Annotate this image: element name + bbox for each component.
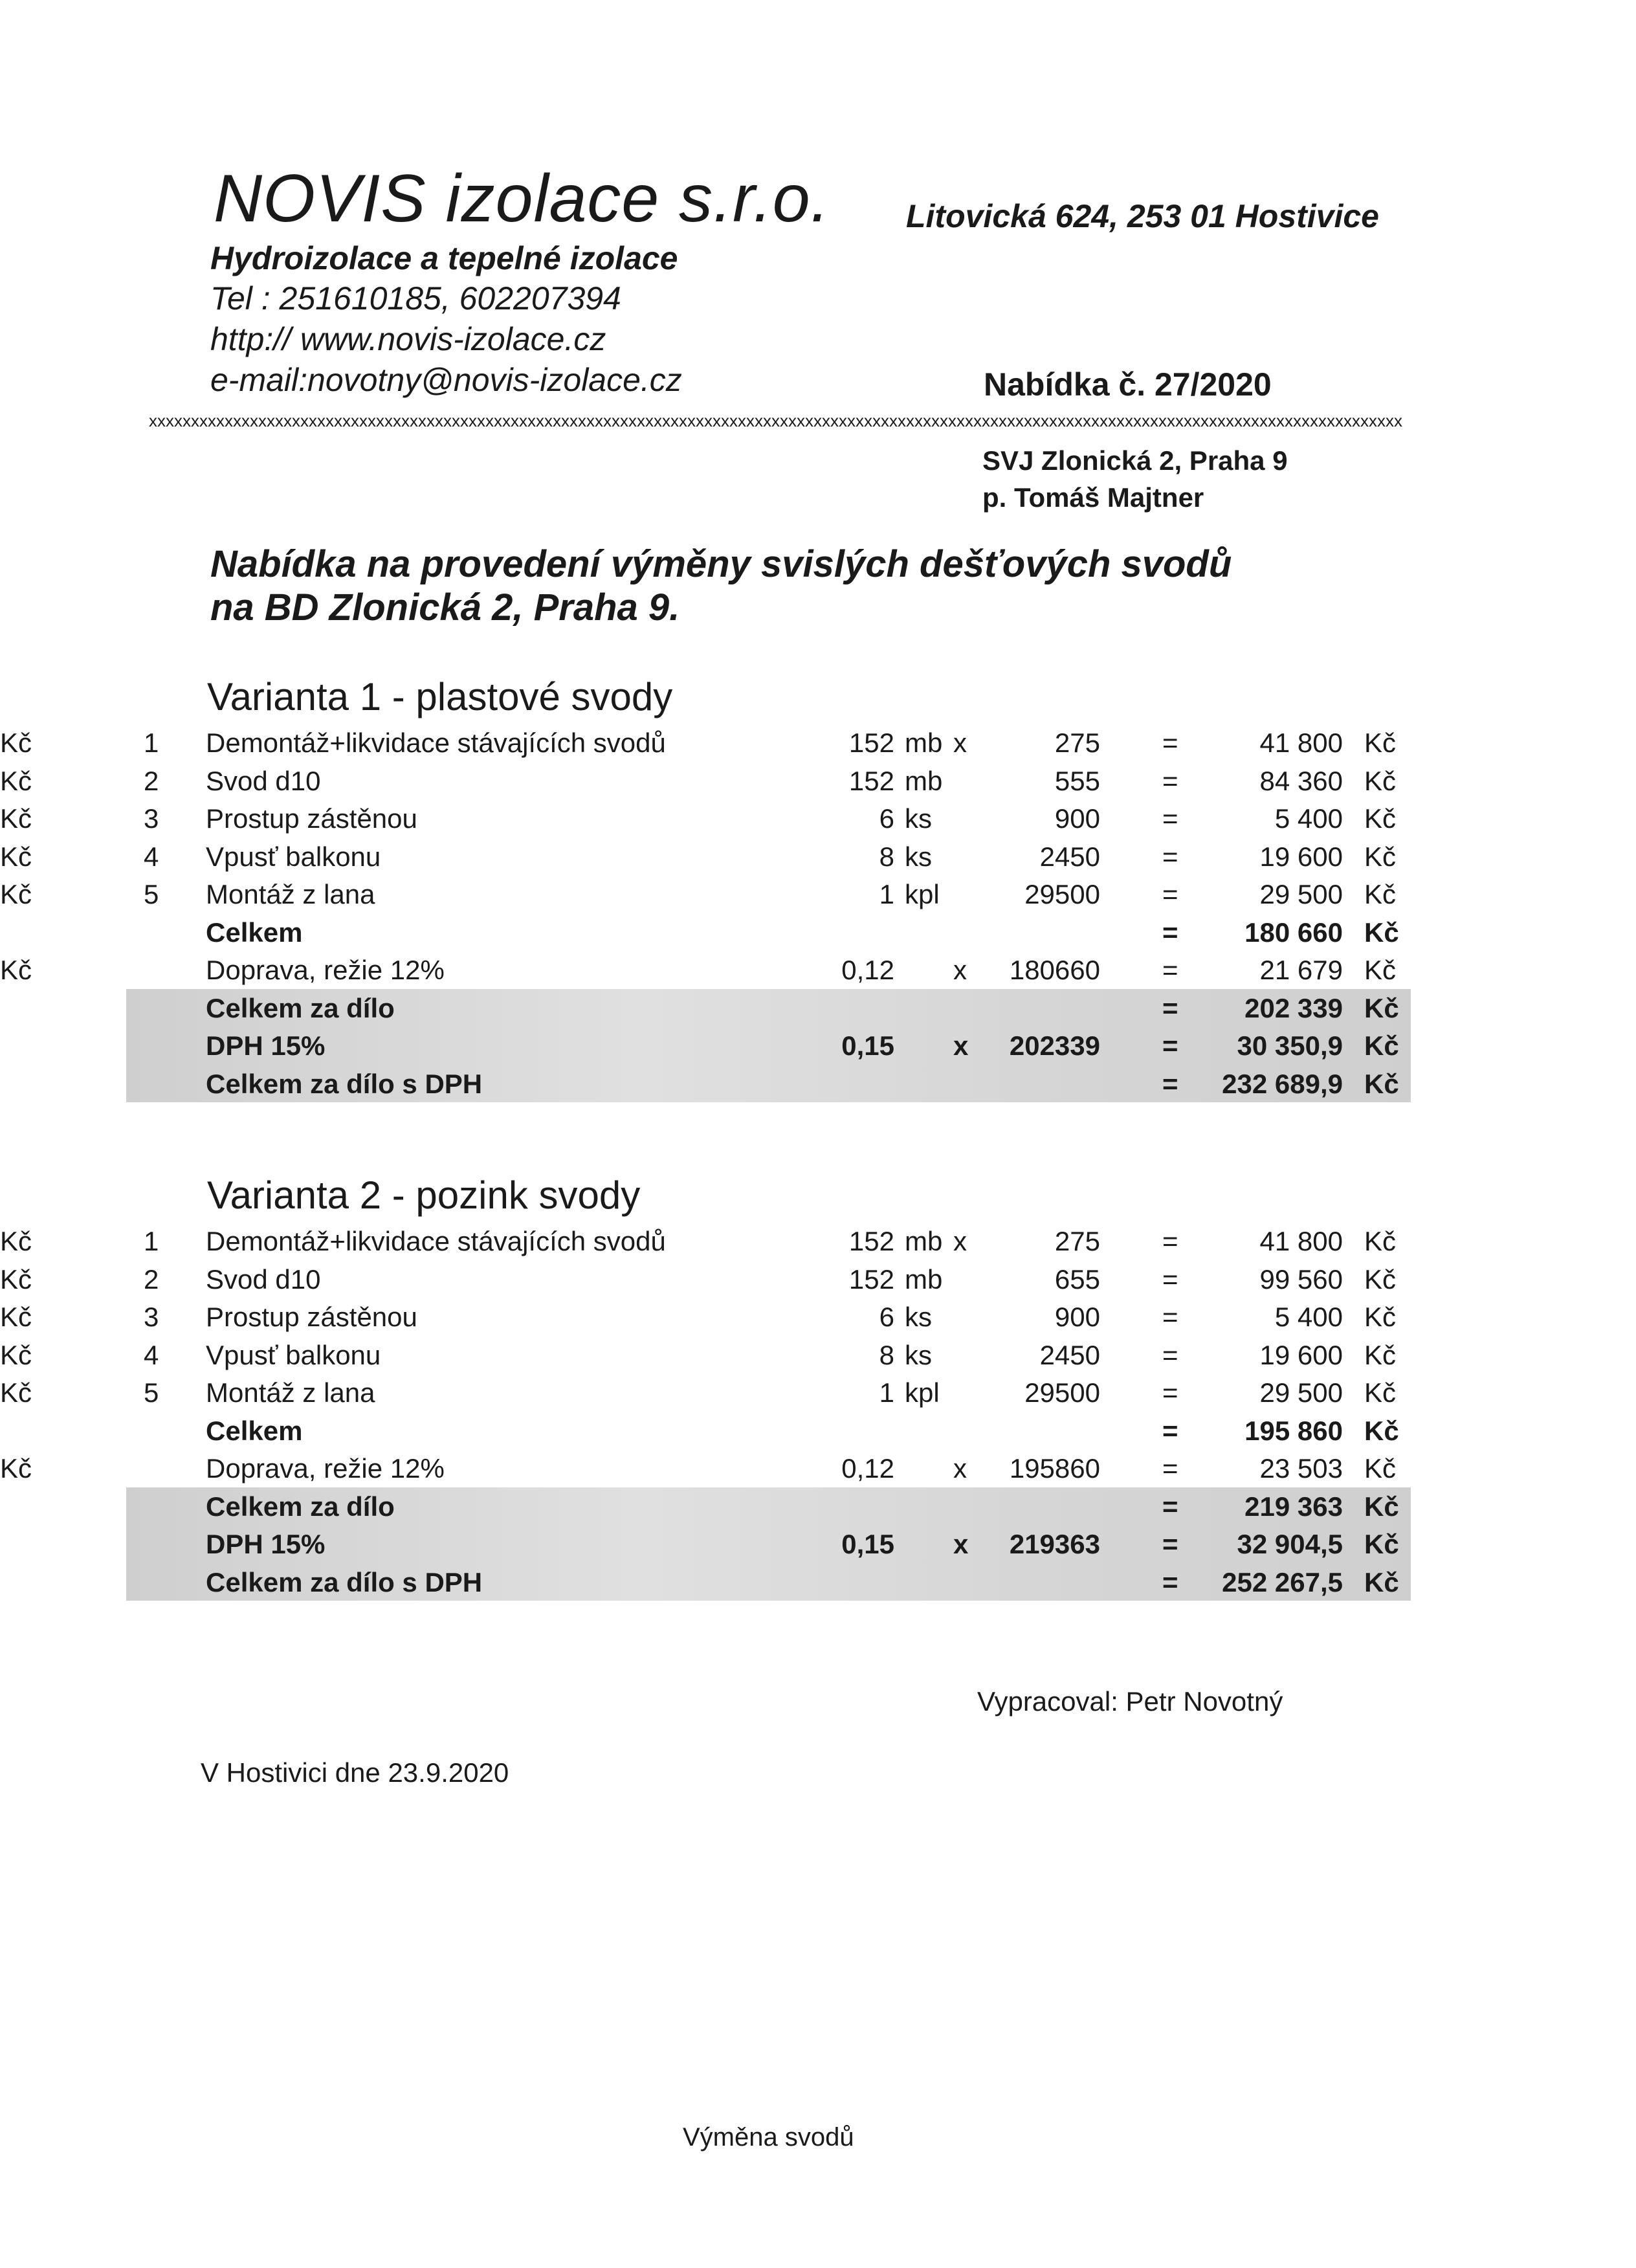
- cell-num: 2: [144, 765, 159, 796]
- cell-desc: Doprava, režie 12%: [206, 1453, 445, 1484]
- cell-eq: =: [1162, 841, 1178, 872]
- cell-cur: Kč: [0, 1226, 32, 1256]
- cell-cur: Kč: [0, 1453, 32, 1484]
- subtotal-row: [0, 1416, 1636, 1453]
- cell-x: x: [953, 1226, 967, 1256]
- cell-desc: Celkem za dílo: [206, 992, 395, 1023]
- cell-price: 555: [1054, 765, 1100, 796]
- cell-cur2: Kč: [1364, 1377, 1397, 1408]
- cell-desc: Celkem za dílo s DPH: [206, 1566, 483, 1597]
- cell-qty: 6: [879, 1302, 894, 1332]
- separator-line: xxxxxxxxxxxxxxxxxxxxxxxxxxxxxxxxxxxxxxxxxxxxxxxxxxxxxxxxxxxxxxxxxxxxxxxxxxxxxxxxxxxxxxxxxxxxxxxxxxxxxxxxxxxxxxxxxxxxxxxxxxxxxxxxxxxxxxxxxxxxxxxxxxxxx: [149, 411, 1402, 430]
- cell-price: 29500: [1024, 879, 1100, 909]
- cell-cur2: Kč: [1364, 803, 1397, 834]
- cell-qty: 0,12: [841, 955, 894, 985]
- cell-unit: kpl: [905, 879, 940, 909]
- cell-desc: Vpusť balkonu: [206, 1339, 381, 1370]
- company-phone: Tel : 251610185, 602207394: [210, 280, 621, 317]
- cell-cur2: Kč: [1364, 1415, 1399, 1446]
- cell-num: 2: [144, 1263, 159, 1295]
- cell-total: 195 860: [1244, 1415, 1343, 1446]
- cell-eq: =: [1162, 1415, 1178, 1446]
- vat-row: [0, 1529, 1636, 1566]
- cell-desc: Celkem: [206, 917, 303, 948]
- cell-unit: ks: [905, 803, 932, 834]
- cell-total: 19 600: [1259, 841, 1343, 872]
- cell-cur: Kč: [0, 1339, 32, 1370]
- cell-cur: Kč: [0, 765, 32, 796]
- cell-total: 5 400: [1274, 1302, 1343, 1332]
- total-with-vat-row: [0, 1567, 1636, 1605]
- company-name: NOVIS izolace s.r.o.: [214, 161, 830, 236]
- cell-num: 1: [144, 1226, 159, 1256]
- cell-cur2: Kč: [1364, 955, 1397, 985]
- cell-desc: Demontáž+likvidace stávajících svodů: [206, 1226, 666, 1256]
- cell-eq: =: [1162, 992, 1178, 1023]
- cell-qty: 152: [848, 765, 894, 796]
- cell-cur2: Kč: [1364, 917, 1399, 948]
- cell-price: 275: [1054, 1226, 1100, 1256]
- cell-total: 232 689,9: [1222, 1068, 1343, 1099]
- subtotal-row: [0, 917, 1636, 955]
- cell-cur2: Kč: [1364, 1566, 1399, 1597]
- cell-total: 19 600: [1259, 1339, 1343, 1370]
- cell-cur2: Kč: [1364, 1263, 1397, 1295]
- cell-eq: =: [1162, 1566, 1178, 1597]
- cell-cur2: Kč: [1364, 728, 1397, 758]
- cell-x: x: [953, 1453, 967, 1484]
- cell-cur2: Kč: [1364, 1302, 1397, 1332]
- work-total-row: [0, 993, 1636, 1030]
- cell-num: 3: [144, 1302, 159, 1332]
- cell-cur: Kč: [0, 879, 32, 909]
- cell-cur2: Kč: [1364, 879, 1397, 909]
- cell-price: 275: [1054, 728, 1100, 758]
- cell-desc: Prostup zástěnou: [206, 803, 417, 834]
- cell-eq: =: [1162, 1377, 1178, 1408]
- cell-total: 23 503: [1259, 1453, 1343, 1484]
- cell-price: 900: [1054, 803, 1100, 834]
- item-row: [0, 803, 1636, 841]
- cell-unit: ks: [905, 841, 932, 872]
- place-date: V Hostivici dne 23.9.2020: [201, 1757, 509, 1788]
- cell-qty: 152: [848, 728, 894, 758]
- item-row: [0, 1340, 1636, 1377]
- cell-cur: Kč: [0, 841, 32, 872]
- cell-total: 180 660: [1244, 917, 1343, 948]
- cell-cur2: Kč: [1364, 765, 1397, 796]
- cell-num: 4: [144, 841, 159, 872]
- cell-desc: Montáž z lana: [206, 879, 375, 909]
- cell-price: 2450: [1039, 1339, 1100, 1370]
- cell-cur2: Kč: [1364, 992, 1399, 1023]
- cell-eq: =: [1162, 1529, 1178, 1559]
- cell-desc: Svod d10: [206, 1263, 321, 1295]
- cell-cur2: Kč: [1364, 1529, 1399, 1559]
- cell-eq: =: [1162, 1339, 1178, 1370]
- cell-eq: =: [1162, 1302, 1178, 1332]
- item-row: [0, 1264, 1636, 1302]
- cell-total: 41 800: [1259, 1226, 1343, 1256]
- cell-eq: =: [1162, 879, 1178, 909]
- cell-num: 5: [144, 879, 159, 909]
- recipient-line-2: p. Tomáš Majtner: [982, 482, 1204, 513]
- cell-price: 195860: [1009, 1453, 1100, 1484]
- cell-cur: Kč: [0, 955, 32, 985]
- cell-eq: =: [1162, 1030, 1178, 1061]
- company-address: Litovická 624, 253 01 Hostivice: [906, 198, 1379, 234]
- cell-qty: 6: [879, 803, 894, 834]
- cell-cur2: Kč: [1364, 1226, 1397, 1256]
- cell-unit: mb: [905, 765, 943, 796]
- cell-unit: ks: [905, 1302, 932, 1332]
- document-name: Výměna svodů: [683, 2123, 854, 2151]
- total-with-vat-row: [0, 1069, 1636, 1106]
- work-total-row: [0, 1491, 1636, 1529]
- cell-num: 4: [144, 1339, 159, 1370]
- cell-eq: =: [1162, 728, 1178, 758]
- cell-desc: Montáž z lana: [206, 1377, 375, 1408]
- cell-desc: Svod d10: [206, 765, 321, 796]
- cell-desc: Demontáž+likvidace stávajících svodů: [206, 728, 666, 758]
- cell-eq: =: [1162, 1453, 1178, 1484]
- cell-total: 29 500: [1259, 879, 1343, 909]
- cell-x: x: [953, 1529, 969, 1559]
- cell-desc: Vpusť balkonu: [206, 841, 381, 872]
- cell-qty: 1: [879, 1377, 894, 1408]
- cell-total: 5 400: [1274, 803, 1343, 834]
- cell-x: x: [953, 728, 967, 758]
- cell-total: 84 360: [1259, 765, 1343, 796]
- cell-cur: Kč: [0, 1263, 32, 1295]
- offer-title-line-1: Nabídka na provedení výměny svislých dešťových svodů: [210, 543, 1232, 585]
- transport-row: [0, 955, 1636, 992]
- item-row: [0, 1226, 1636, 1263]
- cell-total: 41 800: [1259, 728, 1343, 758]
- cell-num: 5: [144, 1377, 159, 1408]
- item-row: [0, 879, 1636, 917]
- vat-row: [0, 1030, 1636, 1068]
- variant-title: Varianta 2 - pozink svody: [207, 1173, 641, 1217]
- cell-x: x: [953, 955, 967, 985]
- cell-price: 202339: [1009, 1030, 1100, 1061]
- cell-total: 252 267,5: [1222, 1566, 1343, 1597]
- cell-eq: =: [1162, 917, 1178, 948]
- cell-total: 202 339: [1244, 992, 1343, 1023]
- item-row: [0, 766, 1636, 803]
- cell-eq: =: [1162, 1226, 1178, 1256]
- cell-qty: 152: [848, 1226, 894, 1256]
- cell-price: 29500: [1024, 1377, 1100, 1408]
- cell-eq: =: [1162, 955, 1178, 985]
- item-row: [0, 1377, 1636, 1415]
- offer-number: Nabídka č. 27/2020: [984, 366, 1272, 403]
- cell-unit: mb: [905, 728, 943, 758]
- cell-price: 2450: [1039, 841, 1100, 872]
- item-row: [0, 841, 1636, 879]
- cell-unit: mb: [905, 1263, 943, 1295]
- cell-cur2: Kč: [1364, 1339, 1397, 1370]
- cell-cur: Kč: [0, 803, 32, 834]
- offer-title-line-2: na BD Zlonická 2, Praha 9.: [210, 586, 680, 628]
- cell-qty: 0,12: [841, 1453, 894, 1484]
- cell-desc: Celkem za dílo s DPH: [206, 1068, 483, 1099]
- cell-total: 30 350,9: [1237, 1030, 1343, 1061]
- cell-cur: Kč: [0, 1302, 32, 1332]
- cell-cur2: Kč: [1364, 1491, 1399, 1522]
- prepared-by: Vypracoval: Petr Novotný: [977, 1686, 1283, 1717]
- cell-cur2: Kč: [1364, 841, 1397, 872]
- transport-row: [0, 1453, 1636, 1491]
- cell-eq: =: [1162, 1263, 1178, 1295]
- cell-x: x: [953, 1030, 969, 1061]
- cell-cur: Kč: [0, 1377, 32, 1408]
- cell-price: 180660: [1009, 955, 1100, 985]
- cell-cur: Kč: [0, 728, 32, 758]
- cell-desc: Celkem za dílo: [206, 1491, 395, 1522]
- item-row: [0, 1302, 1636, 1339]
- company-web: http:// www.novis-izolace.cz: [210, 321, 606, 357]
- company-email: e-mail:novotny@novis-izolace.cz: [210, 362, 682, 398]
- cell-desc: DPH 15%: [206, 1529, 326, 1559]
- cell-qty: 8: [879, 1339, 894, 1370]
- cell-price: 655: [1054, 1263, 1100, 1295]
- cell-eq: =: [1162, 1491, 1178, 1522]
- cell-qty: 8: [879, 841, 894, 872]
- cell-qty: 0,15: [841, 1030, 894, 1061]
- cell-desc: DPH 15%: [206, 1030, 326, 1061]
- variant-title: Varianta 1 - plastové svody: [207, 675, 673, 718]
- cell-desc: Doprava, režie 12%: [206, 955, 445, 985]
- cell-cur2: Kč: [1364, 1068, 1399, 1099]
- cell-unit: ks: [905, 1339, 932, 1370]
- cell-cur2: Kč: [1364, 1030, 1399, 1061]
- cell-qty: 1: [879, 879, 894, 909]
- company-tagline: Hydroizolace a tepelné izolace: [210, 240, 678, 276]
- cell-total: 99 560: [1259, 1263, 1343, 1295]
- cell-eq: =: [1162, 803, 1178, 834]
- cell-total: 32 904,5: [1237, 1529, 1343, 1559]
- cell-desc: Prostup zástěnou: [206, 1302, 417, 1332]
- cell-eq: =: [1162, 1068, 1178, 1099]
- cell-total: 219 363: [1244, 1491, 1343, 1522]
- cell-qty: 152: [848, 1263, 894, 1295]
- item-row: [0, 728, 1636, 765]
- cell-eq: =: [1162, 765, 1178, 796]
- cell-total: 21 679: [1259, 955, 1343, 985]
- cell-num: 1: [144, 728, 159, 758]
- cell-desc: Celkem: [206, 1415, 303, 1446]
- cell-qty: 0,15: [841, 1529, 894, 1559]
- cell-cur2: Kč: [1364, 1453, 1397, 1484]
- cell-total: 29 500: [1259, 1377, 1343, 1408]
- cell-price: 219363: [1009, 1529, 1100, 1559]
- cell-unit: kpl: [905, 1377, 940, 1408]
- recipient-line-1: SVJ Zlonická 2, Praha 9: [982, 445, 1288, 476]
- cell-unit: mb: [905, 1226, 943, 1256]
- cell-price: 900: [1054, 1302, 1100, 1332]
- cell-num: 3: [144, 803, 159, 834]
